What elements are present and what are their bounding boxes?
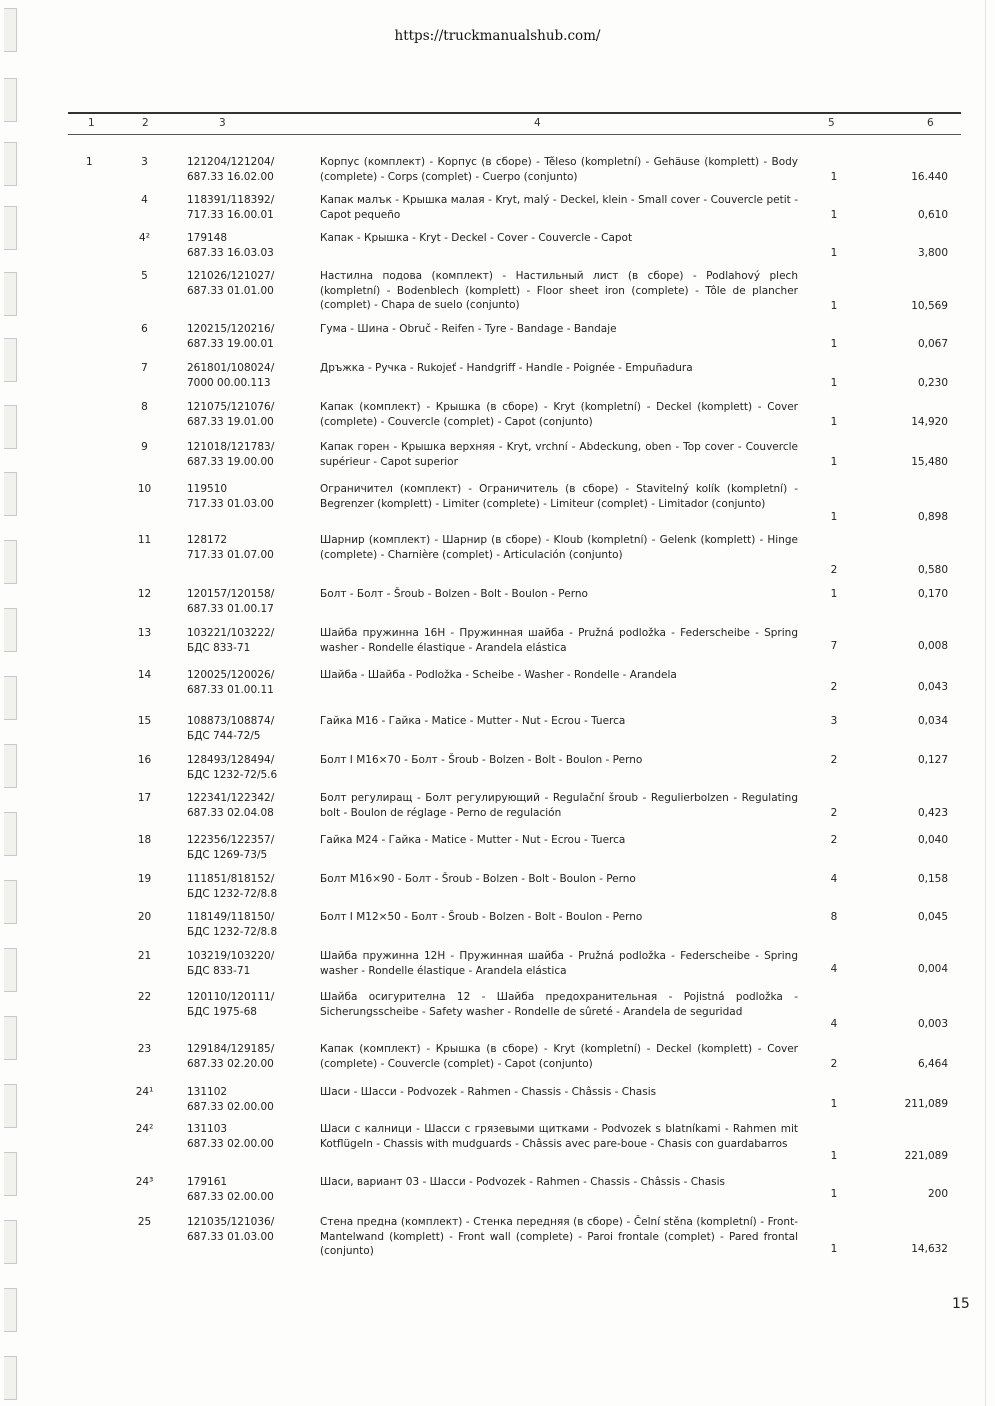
drawing-number: 687.33 01.03.00 [187, 1230, 274, 1243]
column-header-2: 2 [142, 117, 149, 129]
table-top-rule [68, 112, 961, 114]
page-number: 15 [952, 1296, 970, 1312]
row-part-number [187, 990, 274, 1019]
row-quantity: 1 [830, 300, 838, 312]
row-position: 13 [137, 627, 152, 639]
row-description: Болт регулиращ - Болт регулирующий - Regulační šroub - Regulierbolzen - Regulating bolt - Boulon de réglage - Perno de regulación [320, 792, 798, 819]
drawing-number: 687.33 01.00.17 [187, 602, 274, 615]
drawing-number: БДС 1269-73/5 [187, 848, 268, 861]
row-position: 17 [137, 792, 152, 804]
column-header-6: 6 [927, 117, 934, 129]
row-part-number [187, 482, 274, 511]
row-description: Шарнир (комплект) - Шарнир (в сборе) - Kloub (kompletní) - Gelenk (komplett) - Hinge (complete) - Charnière (complet) - Articulación (conjunto) [320, 534, 798, 561]
part-number: 261801/108024/ [187, 362, 275, 374]
drawing-number: 717.33 16.00.01 [187, 208, 274, 221]
row-section: 1 [86, 156, 93, 168]
row-position: 16 [137, 754, 152, 766]
row-quantity: 2 [830, 681, 838, 693]
row-weight: 15,480 [911, 456, 948, 468]
row-position: 11 [137, 534, 152, 546]
row-weight: 200 [927, 1188, 948, 1200]
header-rule [68, 134, 961, 135]
row-description: Шайба пружинна 12Н - Пружинная шайба - Pružná podložka - Federscheibe - Spring washer - Rondelle élastique - Arandela elástica [320, 950, 798, 977]
row-weight: 0,040 [917, 834, 948, 846]
part-number: 119510 [187, 483, 228, 495]
row-quantity: 1 [830, 209, 838, 221]
row-quantity: 8 [830, 911, 838, 923]
row-description: Дръжка - Ручка - Rukojeť - Handgriff - Handle - Poignée - Empuñadura [320, 362, 693, 374]
row-weight: 14,632 [911, 1243, 948, 1255]
row-position: 5 [141, 270, 148, 282]
row-position: 22 [137, 991, 152, 1003]
binder-holes [4, 0, 18, 1406]
row-quantity: 1 [830, 416, 838, 428]
part-number: 108873/108874/ [187, 715, 275, 727]
row-weight: 0,127 [917, 754, 948, 766]
row-quantity: 1 [830, 377, 838, 389]
row-weight: 10,569 [911, 300, 948, 312]
row-description: Шаси - Шасси - Podvozek - Rahmen - Chassis - Châssis - Chasis [320, 1086, 657, 1098]
row-part-number [187, 269, 274, 298]
row-part-number [187, 1042, 274, 1071]
part-number: 131102 [187, 1086, 228, 1098]
part-number: 179161 [187, 1176, 228, 1188]
row-position: 9 [141, 441, 148, 453]
row-quantity: 1 [830, 338, 838, 350]
row-weight: 0,003 [917, 1018, 948, 1030]
row-description: Капак (комплект) - Крышка (в сборе) - Kryt (kompletní) - Deckel (komplett) - Cover (complete) - Couvercle (complet) - Capot (conjunto) [320, 401, 798, 428]
row-part-number [187, 400, 274, 429]
row-weight: 14,920 [911, 416, 948, 428]
row-description: Ограничител (комплект) - Ограничитель (в сборе) - Stavitelný kolík (kompletní) - Begrenzer (komplett) - Limiter (complete) - Limiteur (complet) - Limitador (conjunto) [320, 483, 798, 510]
row-position: 20 [137, 911, 152, 923]
drawing-number: 687.33 02.00.00 [187, 1100, 274, 1113]
source-url[interactable]: https://truckmanualshub.com/ [394, 28, 601, 44]
drawing-number: БДС 744-72/5 [187, 729, 261, 742]
drawing-number: БДС 1975-68 [187, 1005, 257, 1018]
row-description: Гума - Шина - Obruč - Reifen - Tyre - Bandage - Bandaje [320, 323, 617, 335]
row-description: Шайба пружинна 16Н - Пружинная шайба - Pružná podložka - Federscheibe - Spring washer - Rondelle élastique - Arandela elástica [320, 627, 798, 654]
row-weight: 16.440 [911, 171, 948, 183]
row-quantity: 1 [830, 1150, 838, 1162]
drawing-number: БДС 833-71 [187, 964, 251, 977]
drawing-number: 687.33 01.01.00 [187, 284, 274, 297]
part-number: 121075/121076/ [187, 401, 275, 413]
row-position: 12 [137, 588, 152, 600]
row-part-number [187, 1122, 274, 1151]
row-description: Болт - Болт - Šroub - Bolzen - Bolt - Boulon - Perno [320, 588, 588, 600]
row-position: 24¹ [135, 1086, 154, 1098]
drawing-number: БДС 1232-72/8.8 [187, 925, 278, 938]
row-description: Капак - Крышка - Kryt - Deckel - Cover - Couvercle - Capot [320, 232, 633, 244]
row-part-number [187, 872, 277, 901]
part-number: 118149/118150/ [187, 911, 275, 923]
drawing-number: 687.33 16.02.00 [187, 170, 274, 183]
row-weight: 0,170 [917, 588, 948, 600]
row-position: 19 [137, 873, 152, 885]
row-part-number [187, 322, 274, 351]
row-position: 4² [139, 232, 150, 244]
part-number: 128493/128494/ [187, 754, 275, 766]
row-quantity: 1 [830, 1243, 838, 1255]
drawing-number: БДС 1232-72/8.8 [187, 887, 278, 900]
row-position: 7 [141, 362, 148, 374]
part-number: 120215/120216/ [187, 323, 275, 335]
row-description: Болт I М16×70 - Болт - Šroub - Bolzen - Bolt - Boulon - Perno [320, 754, 643, 766]
row-part-number [187, 1175, 274, 1204]
row-part-number [187, 533, 274, 562]
row-weight: 0,610 [917, 209, 948, 221]
row-part-number [187, 949, 274, 978]
drawing-number: 687.33 02.00.00 [187, 1137, 274, 1150]
row-weight: 0,580 [917, 564, 948, 576]
row-description: Стена предна (комплект) - Стенка передняя (в сборе) - Čelní stěna (kompletní) - Front-Mantelwand (komplett) - Front wall (complete) - Paroi frontale (complet) - Pared frontal (conjunto) [320, 1216, 798, 1257]
column-header-5: 5 [828, 117, 835, 129]
row-position: 18 [137, 834, 152, 846]
page-edge [985, 0, 986, 1406]
part-number: 103221/103222/ [187, 627, 275, 639]
row-part-number [187, 833, 274, 862]
row-quantity: 4 [830, 873, 838, 885]
row-description: Шаси с калници - Шасси с грязевыми щитками - Podvozek s blatníkami - Rahmen mit Kotflügeln - Chassis with mudguards - Châssis avec pare-boue - Chasis con guardabarros [320, 1123, 798, 1150]
row-description: Шайба осигурителна 12 - Шайба предохранительная - Pojistná podložka - Sicherungsscheibe - Safety washer - Rondelle de sûreté - Arandela de seguridad [320, 991, 798, 1018]
row-quantity: 4 [830, 963, 838, 975]
row-position: 24² [135, 1123, 154, 1135]
drawing-number: 687.33 19.01.00 [187, 415, 274, 428]
drawing-number: БДС 1232-72/5.6 [187, 768, 278, 781]
row-quantity: 2 [830, 834, 838, 846]
row-weight: 0,158 [917, 873, 948, 885]
row-quantity: 7 [830, 640, 838, 652]
part-number: 131103 [187, 1123, 228, 1135]
row-weight: 0,045 [917, 911, 948, 923]
row-quantity: 2 [830, 754, 838, 766]
row-part-number [187, 714, 274, 743]
row-quantity: 1 [830, 1098, 838, 1110]
row-position: 8 [141, 401, 148, 413]
row-position: 6 [141, 323, 148, 335]
row-part-number [187, 361, 274, 390]
row-quantity: 1 [830, 247, 838, 259]
row-part-number [187, 440, 274, 469]
row-description: Шайба - Шайба - Podložka - Scheibe - Washer - Rondelle - Arandela [320, 669, 677, 681]
row-description: Капак горен - Крышка верхняя - Kryt, vrchní - Abdeckung, oben - Top cover - Couvercle supérieur - Capot superior [320, 441, 798, 468]
part-number: 122356/122357/ [187, 834, 275, 846]
row-position: 10 [137, 483, 152, 495]
row-position: 23 [137, 1043, 152, 1055]
part-number: 122341/122342/ [187, 792, 275, 804]
part-number: 129184/129185/ [187, 1043, 275, 1055]
column-header-4: 4 [534, 117, 541, 129]
row-position: 24³ [135, 1176, 154, 1188]
row-description: Настилна подова (комплект) - Настильный лист (в сборе) - Podlahový plech (kompletní) - Bodenblech (komplett) - Floor sheet iron (complete) - Tôle de plancher (complet) - Chapa de suelo (conjunto) [320, 270, 798, 311]
drawing-number: 687.33 19.00.01 [187, 337, 274, 350]
row-position: 3 [141, 156, 148, 168]
row-part-number [187, 1215, 274, 1244]
row-weight: 221,089 [904, 1150, 948, 1162]
part-number: 121026/121027/ [187, 270, 275, 282]
drawing-number: 717.33 01.07.00 [187, 548, 274, 561]
row-position: 25 [137, 1216, 152, 1228]
drawing-number: 687.33 16.03.03 [187, 246, 274, 259]
drawing-number: БДС 833-71 [187, 641, 251, 654]
row-quantity: 1 [830, 1188, 838, 1200]
row-weight: 0,230 [917, 377, 948, 389]
row-weight: 0,067 [917, 338, 948, 350]
row-part-number [187, 791, 274, 820]
part-number: 121018/121783/ [187, 441, 275, 453]
row-weight: 3,800 [917, 247, 948, 259]
row-part-number [187, 587, 274, 616]
row-position: 21 [137, 950, 152, 962]
part-number: 120110/120111/ [187, 991, 275, 1003]
row-quantity: 1 [830, 511, 838, 523]
row-description: Болт I М12×50 - Болт - Šroub - Bolzen - Bolt - Boulon - Perno [320, 911, 643, 923]
row-quantity: 4 [830, 1018, 838, 1030]
row-weight: 0,004 [917, 963, 948, 975]
drawing-number: 687.33 01.00.11 [187, 683, 274, 696]
row-weight: 6,464 [917, 1058, 948, 1070]
part-number: 120157/120158/ [187, 588, 275, 600]
row-description: Болт М16×90 - Болт - Šroub - Bolzen - Bolt - Boulon - Perno [320, 873, 636, 885]
row-position: 14 [137, 669, 152, 681]
row-description: Корпус (комплект) - Корпус (в сборе) - Těleso (kompletní) - Gehäuse (komplett) - Body (complete) - Corps (complet) - Cuerpo (conjunto) [320, 156, 798, 183]
column-header-1: 1 [88, 117, 95, 129]
row-quantity: 2 [830, 564, 838, 576]
drawing-number: 687.33 02.00.00 [187, 1190, 274, 1203]
row-quantity: 1 [830, 456, 838, 468]
drawing-number: 717.33 01.03.00 [187, 497, 274, 510]
part-number: 128172 [187, 534, 228, 546]
drawing-number: 687.33 02.20.00 [187, 1057, 274, 1070]
row-description: Капак (комплект) - Крышка (в сборе) - Kryt (kompletní) - Deckel (komplett) - Cover (complete) - Couvercle (complet) - Capot (conjunto) [320, 1043, 798, 1070]
row-description: Гайка М16 - Гайка - Matice - Mutter - Nut - Ecrou - Tuerca [320, 715, 626, 727]
part-number: 118391/118392/ [187, 194, 275, 206]
row-part-number [187, 626, 274, 655]
part-number: 121035/121036/ [187, 1216, 275, 1228]
row-quantity: 1 [830, 171, 838, 183]
row-part-number [187, 753, 277, 782]
row-weight: 0,008 [917, 640, 948, 652]
drawing-number: 7000 00.00.113 [187, 376, 271, 389]
row-part-number [187, 668, 274, 697]
row-quantity: 3 [830, 715, 838, 727]
row-weight: 0,423 [917, 807, 948, 819]
column-header-3: 3 [219, 117, 226, 129]
row-weight: 0,034 [917, 715, 948, 727]
row-part-number [187, 1085, 274, 1114]
part-number: 111851/818152/ [187, 873, 275, 885]
row-weight: 211,089 [904, 1098, 948, 1110]
row-description: Шаси, вариант 03 - Шасси - Podvozek - Rahmen - Chassis - Châssis - Chasis [320, 1176, 725, 1188]
part-number: 121204/121204/ [187, 156, 275, 168]
part-number: 103219/103220/ [187, 950, 275, 962]
row-position: 15 [137, 715, 152, 727]
row-weight: 0,043 [917, 681, 948, 693]
row-quantity: 2 [830, 807, 838, 819]
row-weight: 0,898 [917, 511, 948, 523]
drawing-number: 687.33 02.04.08 [187, 806, 274, 819]
row-description: Капак малък - Крышка малая - Kryt, malý - Deckel, klein - Small cover - Couvercle petit - Capot pequeño [320, 194, 798, 221]
part-number: 179148 [187, 232, 228, 244]
row-quantity: 1 [830, 588, 838, 600]
row-description: Гайка М24 - Гайка - Matice - Mutter - Nut - Ecrou - Tuerca [320, 834, 626, 846]
part-number: 120025/120026/ [187, 669, 275, 681]
row-part-number [187, 231, 274, 260]
row-position: 4 [141, 194, 148, 206]
drawing-number: 687.33 19.00.00 [187, 455, 274, 468]
row-part-number [187, 193, 274, 222]
row-quantity: 2 [830, 1058, 838, 1070]
row-part-number [187, 910, 277, 939]
row-part-number [187, 155, 274, 184]
